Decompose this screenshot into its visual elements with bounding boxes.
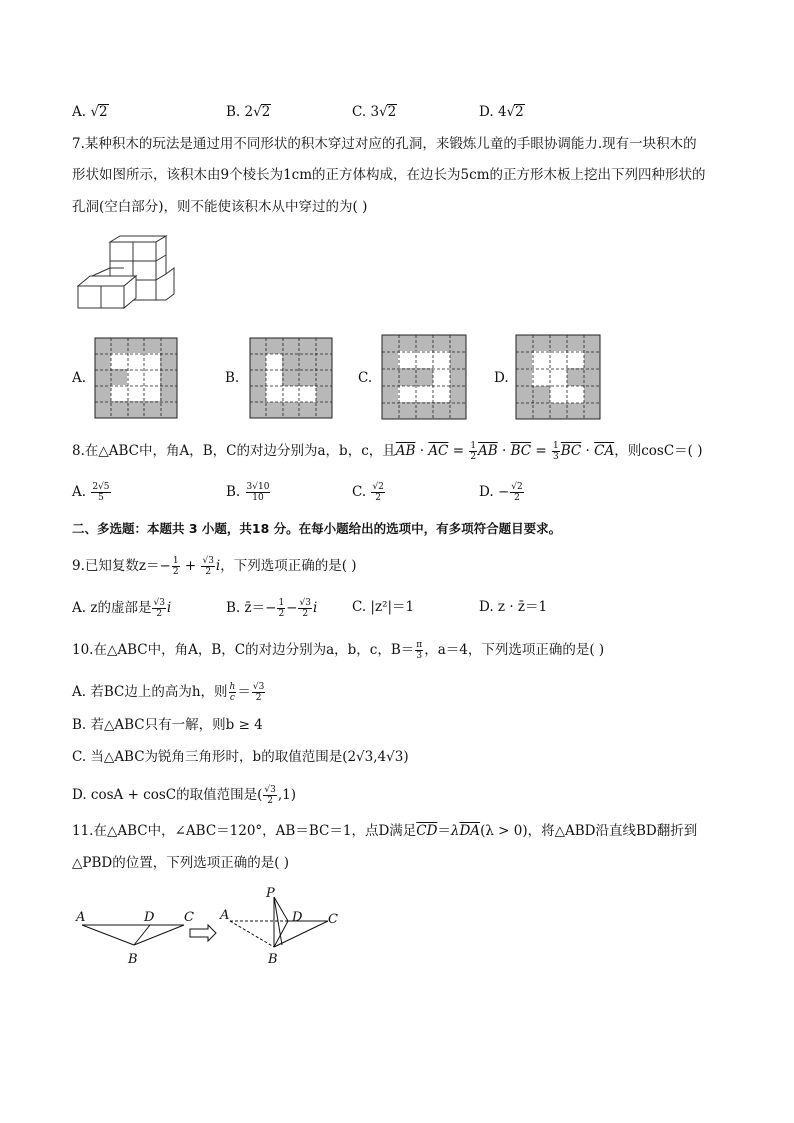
q6-option-b: B. 2√2 [226, 104, 271, 120]
q8-stem: 8.在△ABC中，角A，B，C的对边分别为a，b，c，且$\overline{AB} \cdot \overline{AC}$ = $\frac{1}{2}$ $\overline{AB} \cdot \overline{BC}$ = $\frac{1}{3}$ $\overline{BC} \cdot \overline{CA}$，则cosC＝( ) [72, 441, 703, 462]
q11-label-c1: C [184, 910, 194, 925]
q10-option-b: B. 若△ABC只有一解，则b ≥ 4 [72, 717, 263, 733]
q8-option-c: C. $\frac{√2}{2}$ [352, 482, 384, 503]
q10-stem: 10.在△ABC中，角A，B，C的对边分别为a，b，c，B＝ $\frac{\pi}{3}$ ，a＝4，下列选项正确的是( ) [72, 640, 605, 661]
q11-label-b2: B [268, 952, 278, 967]
q9-option-c: C. |z²|＝1 [352, 599, 415, 615]
q6-option-a: A. √2 [72, 104, 108, 120]
q11-line-1: 11.在△ABC中，∠ABC＝120°，AB＝BC＝1，点D满足$\overline{CD}=\lambda\overline{DA}(\lambda > 0)$，将△ABD沿直线BD翻折到 [72, 823, 698, 839]
q11-label-a2: A [220, 908, 230, 923]
q9-option-a: A. z的虚部是 $\frac{√3}{2}$ i [72, 598, 172, 619]
q8-option-a: A. $\frac{2√5}{5}$ [72, 482, 110, 503]
q8-option-d: D. − $\frac{√2}{2}$ [479, 482, 523, 503]
q10-option-c: C. 当△ABC为锐角三角形时，b的取值范围是(2√3,4√3) [72, 749, 409, 765]
section-2-heading: 二、多选题：本题共 3 小题，共18 分。在每小题给出的选项中，有多项符合题目要求。 [72, 521, 562, 536]
q8-option-b: B. $\frac{3√10}{10}$ [226, 482, 270, 503]
q7-board-b [249, 337, 333, 419]
q7-option-b-label: B. [225, 370, 240, 386]
q11-label-p: P [266, 886, 275, 901]
q7-board-d [515, 334, 601, 420]
q7-line-2: 形状如图所示，该积木由9个棱长为1cm的正方体构成，在边长为5cm的正方形木板上挖出下列四种形状的 [72, 167, 706, 183]
q11-label-d2: D [292, 910, 303, 925]
q11-line-2: △PBD的位置，下列选项正确的是( ) [72, 855, 290, 871]
q7-option-d-label: D. [494, 370, 509, 386]
q10-option-d: D. cosA + cosC的取值范围是( $\frac{√3}{2}$ ,1) [72, 785, 297, 806]
q6-option-d: D. 4√2 [479, 104, 524, 120]
q11-fold-figure [74, 885, 354, 967]
q9-option-d: D. z · z̄＝1 [479, 599, 548, 615]
q7-block-figure [74, 232, 176, 312]
q11-label-c2: C [328, 912, 338, 927]
q6-option-c: C. 3√2 [352, 104, 397, 120]
q7-board-a [94, 337, 178, 419]
q10-option-a: A. 若BC边上的高为h，则 $\frac{h}{c}$ ＝ $\frac{√3}{2}$ [72, 682, 265, 703]
q7-line-3: 孔洞(空白部分)，则不能使该积木从中穿过的为( ) [72, 199, 368, 215]
q9-option-b: B. z̄＝− $\frac{1}{2}$ − $\frac{√3}{2}$ i [226, 598, 318, 619]
q7-option-c-label: C. [358, 370, 373, 386]
q11-label-a1: A [76, 910, 86, 925]
q7-line-1: 7.某种积木的玩法是通过用不同形状的积木穿过对应的孔洞，来锻炼儿童的手眼协调能力.现有一块积木的 [72, 136, 697, 152]
q9-stem: 9.已知复数z＝− $\frac{1}{2}$ + $\frac{√3}{2}$ i，下列选项正确的是( ) [72, 556, 357, 577]
q11-label-b1: B [128, 952, 138, 967]
q7-board-c [381, 334, 467, 420]
q7-option-a-label: A. [72, 370, 87, 386]
q11-label-d1: D [144, 910, 155, 925]
